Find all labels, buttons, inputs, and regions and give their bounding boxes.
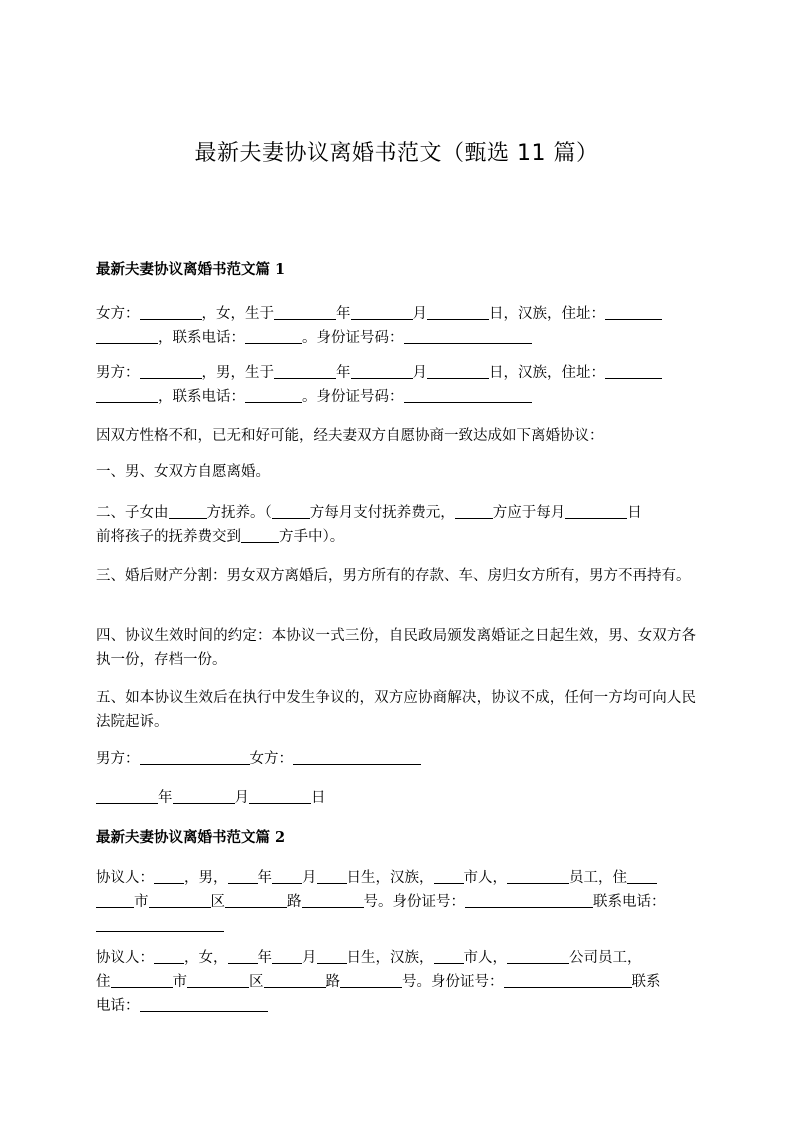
intro-paragraph: 因双方性格不和，已无和好可能，经夫妻双方自愿协商一致达成如下离婚协议： [96, 428, 604, 444]
blank-field [228, 948, 258, 964]
blank-field [249, 788, 311, 804]
blank-field [507, 868, 569, 884]
blank-field [404, 328, 532, 344]
blank-field [140, 363, 202, 379]
clause-2: 二、子女由 方抚养。（ 方每月支付抚养费元， 方应于每月 日 前将孩子的抚养费交到 方手中）。 [96, 505, 642, 545]
blank-field [241, 527, 279, 543]
blank-field [228, 868, 258, 884]
blank-field [293, 749, 421, 765]
blank-field [187, 972, 249, 988]
blank-field [96, 916, 224, 932]
blank-field [173, 788, 235, 804]
clause-3: 三、婚后财产分割：男女双方离婚后，男方所有的存款、车、房归女方所有，男方不再持有。 [96, 568, 691, 584]
blank-field [434, 868, 464, 884]
blank-field [272, 868, 302, 884]
blank-field [427, 363, 489, 379]
blank-field [140, 304, 202, 320]
blank-field [351, 304, 413, 320]
clause-4: 四、协议生效时间的约定：本协议一式三份，自民政局颁发离婚证之日起生效，男、女双方各执一份，存档一份。 [96, 628, 696, 668]
blank-field [351, 363, 413, 379]
blank-field [154, 868, 184, 884]
blank-field [111, 972, 173, 988]
blank-field [317, 868, 347, 884]
blank-field [96, 788, 158, 804]
female-info-paragraph: 女方： ，女，生于 年 月 日，汉族，住址： ，联系电话： 。身份证号码： [96, 302, 696, 350]
blank-field [455, 503, 493, 519]
blank-field [404, 387, 532, 403]
blank-field [504, 972, 632, 988]
blank-field [465, 892, 593, 908]
document-title: 最新夫妻协议离婚书范文（甄选 11 篇） [194, 141, 599, 166]
blank-field [96, 387, 158, 403]
blank-field [140, 996, 268, 1012]
blank-field [96, 328, 158, 344]
blank-field [565, 503, 627, 519]
clause-1: 一、男、女双方自愿离婚。 [96, 464, 270, 480]
clause-5: 五、如本协议生效后在执行中发生争议的，双方应协商解决，协议不成，任何一方均可向人民法院起诉。 [96, 690, 696, 730]
male-info-paragraph: 男方： ，男，生于 年 月 日，汉族，住址： ，联系电话： 。身份证号码： [96, 361, 696, 409]
blank-field [169, 503, 207, 519]
blank-field [149, 892, 211, 908]
blank-field [302, 892, 364, 908]
blank-field [140, 749, 250, 765]
blank-field [317, 948, 347, 964]
blank-field [340, 972, 402, 988]
blank-field [245, 387, 302, 403]
blank-field [274, 304, 336, 320]
party-2-paragraph: 协议人： ，女， 年 月 日生，汉族， 市人， 公司员工， 住 市 区 路 号。身份证号： 联系 电话： [96, 950, 661, 1014]
date-line: 年 月 日 [96, 786, 696, 810]
blank-field [264, 972, 326, 988]
blank-field [154, 948, 184, 964]
blank-field [96, 892, 134, 908]
blank-field [605, 363, 662, 379]
blank-field [272, 948, 302, 964]
signature-line: 男方： 女方： [96, 747, 696, 771]
section-2-heading: 最新夫妻协议离婚书范文篇 2 [96, 829, 286, 846]
party-1-paragraph: 协议人： ，男， 年 月 日生，汉族， 市人， 员工，住 市 区 路 号。身份证号： 联系电话： [96, 866, 696, 938]
blank-field [274, 363, 336, 379]
blank-field [434, 948, 464, 964]
blank-field [272, 503, 310, 519]
blank-field [507, 948, 569, 964]
blank-field [605, 304, 662, 320]
blank-field [225, 892, 287, 908]
blank-field [427, 304, 489, 320]
section-1-heading: 最新夫妻协议离婚书范文篇 1 [96, 261, 286, 278]
blank-field [245, 328, 302, 344]
blank-field [627, 868, 657, 884]
